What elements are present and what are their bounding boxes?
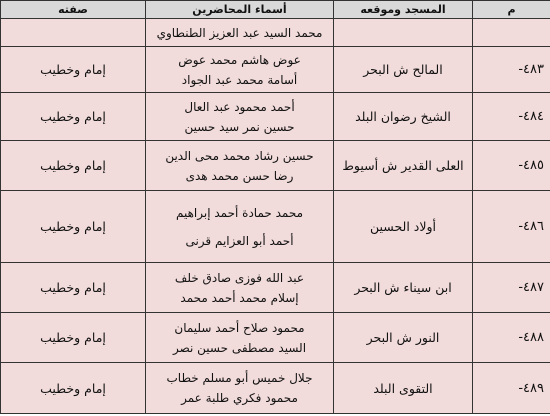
table-header-row	[1, 1, 550, 19]
lecturer-name: محمود صلاح أحمد سليمان	[174, 320, 305, 335]
header-num: م	[473, 1, 550, 19]
cell-num: ٤٨٨-	[473, 313, 550, 363]
cell-mosque: ابن سيناء ش البحر	[334, 263, 473, 313]
lecturer-name: إسلام محمد أحمد محمد	[180, 290, 299, 305]
cell-mosque: الشيخ رضوان البلد	[334, 93, 473, 141]
lecturer-name: محمود فكري طلبة عمر	[181, 391, 298, 405]
cell-role: إمام وخطيب	[1, 141, 146, 191]
cell-names	[146, 263, 334, 313]
lecturer-name: أحمد محمود عبد العال	[184, 99, 295, 114]
cell-mosque: التقوى البلد	[334, 363, 473, 414]
lecturer-name: أسامة محمد عبد الجواد	[181, 72, 298, 87]
cell-names	[146, 47, 334, 93]
cell-role	[1, 19, 146, 47]
cell-role: إمام وخطيب	[1, 363, 146, 414]
lecturer-name: حسين نمر سيد حسين	[184, 119, 295, 134]
cell-mosque: النور ش البحر	[334, 313, 473, 363]
lecturer-name: أحمد أبو العزايم قرنى	[185, 233, 294, 248]
cell-role: إمام وخطيب	[1, 191, 146, 263]
table-row	[1, 313, 550, 363]
cell-role: إمام وخطيب	[1, 263, 146, 313]
table-row	[1, 19, 550, 47]
table-row	[1, 191, 550, 263]
cell-num: ٤٨٦-	[473, 191, 550, 263]
lecturer-name: عوض هاشم محمد عوض	[178, 52, 301, 67]
lecturer-name: رضا حسن محمد هدى	[185, 168, 294, 183]
header-mosque: المسجد وموقعه	[334, 1, 473, 19]
cell-mosque: المالح ش البحر	[334, 47, 473, 93]
header-names: أسماء المحاضرين	[146, 1, 334, 19]
cell-names	[146, 191, 334, 263]
lecturer-name: حسين رشاد محمد محى الدين	[165, 148, 314, 163]
table-row	[1, 263, 550, 313]
table-row	[1, 141, 550, 191]
cell-num: ٤٨٧-	[473, 263, 550, 313]
cell-names	[146, 313, 334, 363]
cell-names	[146, 93, 334, 141]
cell-num	[473, 19, 550, 47]
cell-mosque: أولاد الحسين	[334, 191, 473, 263]
cell-role: إمام وخطيب	[1, 47, 146, 93]
cell-num: ٤٨٩-	[473, 363, 550, 414]
cell-role: إمام وخطيب	[1, 313, 146, 363]
cell-num: ٤٨٥-	[473, 141, 550, 191]
cell-num: ٤٨٣-	[473, 47, 550, 93]
table-row	[1, 47, 550, 93]
lecturer-name: السيد مصطفى حسين نصر	[172, 340, 307, 355]
lecturer-name: جلال خميس أبو مسلم خطاب	[166, 371, 313, 385]
header-role: صفته	[1, 1, 146, 19]
table-row	[1, 363, 550, 414]
cell-names	[146, 363, 334, 414]
cell-num: ٤٨٤-	[473, 93, 550, 141]
cell-names	[146, 141, 334, 191]
cell-mosque: العلى القدير ش أسيوط	[334, 141, 473, 191]
table-row	[1, 93, 550, 141]
lecturer-name: عبد الله فوزى صادق خلف	[174, 270, 305, 285]
cell-name: محمد السيد عبد العزيز الطنطاوي	[146, 19, 334, 47]
cell-mosque	[334, 19, 473, 47]
cell-role: إمام وخطيب	[1, 93, 146, 141]
lecturer-name: محمد حمادة أحمد إبراهيم	[175, 205, 304, 220]
